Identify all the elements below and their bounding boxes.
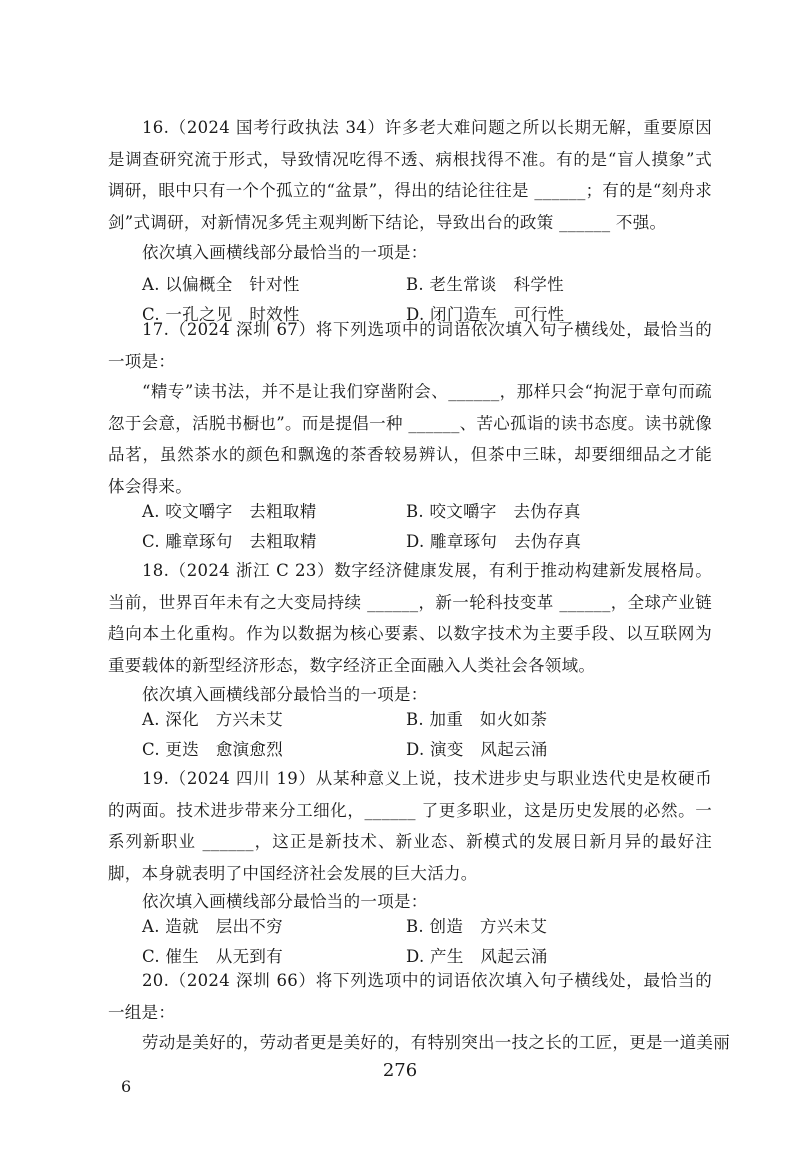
question-20-stem: 20.（2024 深圳 66）将下列选项中的词语依次填入句子横线处，最恰当的一组是： — [108, 971, 712, 1022]
question-16-option-c: C. 一孔之见 时效性 — [142, 305, 300, 324]
question-19-stem: 19.（2024 四川 19）从某种意义上说，技术进步史与职业迭代史是枚硬币的两面。技术进步带来分工细化，______ 了更多职业，这是历史发展的必然。一系列新职业 ______，这正是新技术、新业态、新模式的发展日新月异的最好注脚，本身就表明了中国经济社会发展的巨大活力。 — [108, 769, 712, 883]
question-18-options-row-1 — [142, 704, 712, 735]
question-17-option-c: C. 雕章琢句 去粗取精 — [142, 532, 317, 551]
question-17-option-a: A. 咬文嚼字 去粗取精 — [142, 502, 317, 521]
question-20-passage: 劳动是美好的，劳动者更是美好的，有特别突出一技之长的工匠，更是一道美丽 — [142, 1033, 730, 1052]
question-18-option-a: A. 深化 方兴未艾 — [142, 710, 283, 729]
question-16-stem: 16.（2024 国考行政执法 34）许多老大难问题之所以长期无解，重要原因是调查研究流于形式，导致情况吃得不透、病根找得不准。有的是“盲人摸象”式调研，眼中只有一个个孤立的“盆景”，得出的结论往往是 ______；有的是“刻舟求剑”式调研，对新情况多凭主观判断下结论，导致出台的政策 ______ 不强。 — [108, 118, 712, 232]
question-17-options-row-1 — [142, 496, 712, 527]
question-16-prompt: 依次填入画横线部分最恰当的一项是： — [142, 243, 428, 262]
question-19-option-c: C. 催生 从无到有 — [142, 947, 284, 966]
question-18-options-row-2 — [142, 734, 712, 765]
question-17-option-b: B. 咬文嚼字 去伪存真 — [406, 502, 581, 521]
question-19-option-d: D. 产生 风起云涌 — [406, 947, 548, 966]
question-19-prompt: 依次填入画横线部分最恰当的一项是： — [142, 892, 428, 911]
question-18-option-b: B. 加重 如火如荼 — [406, 710, 548, 729]
page-number: 276 — [382, 1060, 418, 1081]
question-17-options-row-2 — [142, 526, 712, 557]
question-19-option-b: B. 创造 方兴未艾 — [406, 917, 548, 936]
question-19-options-row-1 — [142, 911, 712, 942]
question-17-option-d: D. 雕章琢句 去伪存真 — [406, 532, 582, 551]
question-18-option-c: C. 更迭 愈演愈烈 — [142, 740, 284, 759]
question-19-option-a: A. 造就 层出不穷 — [142, 917, 283, 936]
question-18-stem: 18.（2024 浙江 C 23）数字经济健康发展，有利于推动构建新发展格局。当前，世界百年未有之大变局持续 ______，新一轮科技变革 ______，全球产业链趋向本土化重构。作为以数据为核心要素、以数字技术为主要手段、以互联网为重要载体的新型经济形态，数字经济正全面融入人类社会各领域。 — [108, 561, 712, 675]
question-17-passage: “精专”读书法，并不是让我们穿凿附会、______，那样只会“拘泥于章句而疏忽于会意，活脱书橱也”。而是提倡一种 ______、苦心孤诣的读书态度。读书就像品茗，虽然茶水的颜色和飘逸的茶香较易辨认，但茶中三昧，却要细细品之才能体会得来。 — [108, 382, 712, 496]
question-18-option-d: D. 演变 风起云涌 — [406, 740, 548, 759]
question-16-option-a: A. 以偏概全 针对性 — [142, 275, 300, 294]
question-17-stem: 17.（2024 深圳 67）将下列选项中的词语依次填入句子横线处，最恰当的一项是： — [108, 320, 712, 371]
question-16-option-d: D. 闭门造车 可行性 — [406, 305, 565, 324]
question-18-prompt: 依次填入画横线部分最恰当的一项是： — [142, 685, 428, 704]
question-16-option-b: B. 老生常谈 科学性 — [406, 275, 564, 294]
question-16-options-row-1 — [142, 269, 712, 300]
corner-mark: 6 — [121, 1077, 132, 1096]
